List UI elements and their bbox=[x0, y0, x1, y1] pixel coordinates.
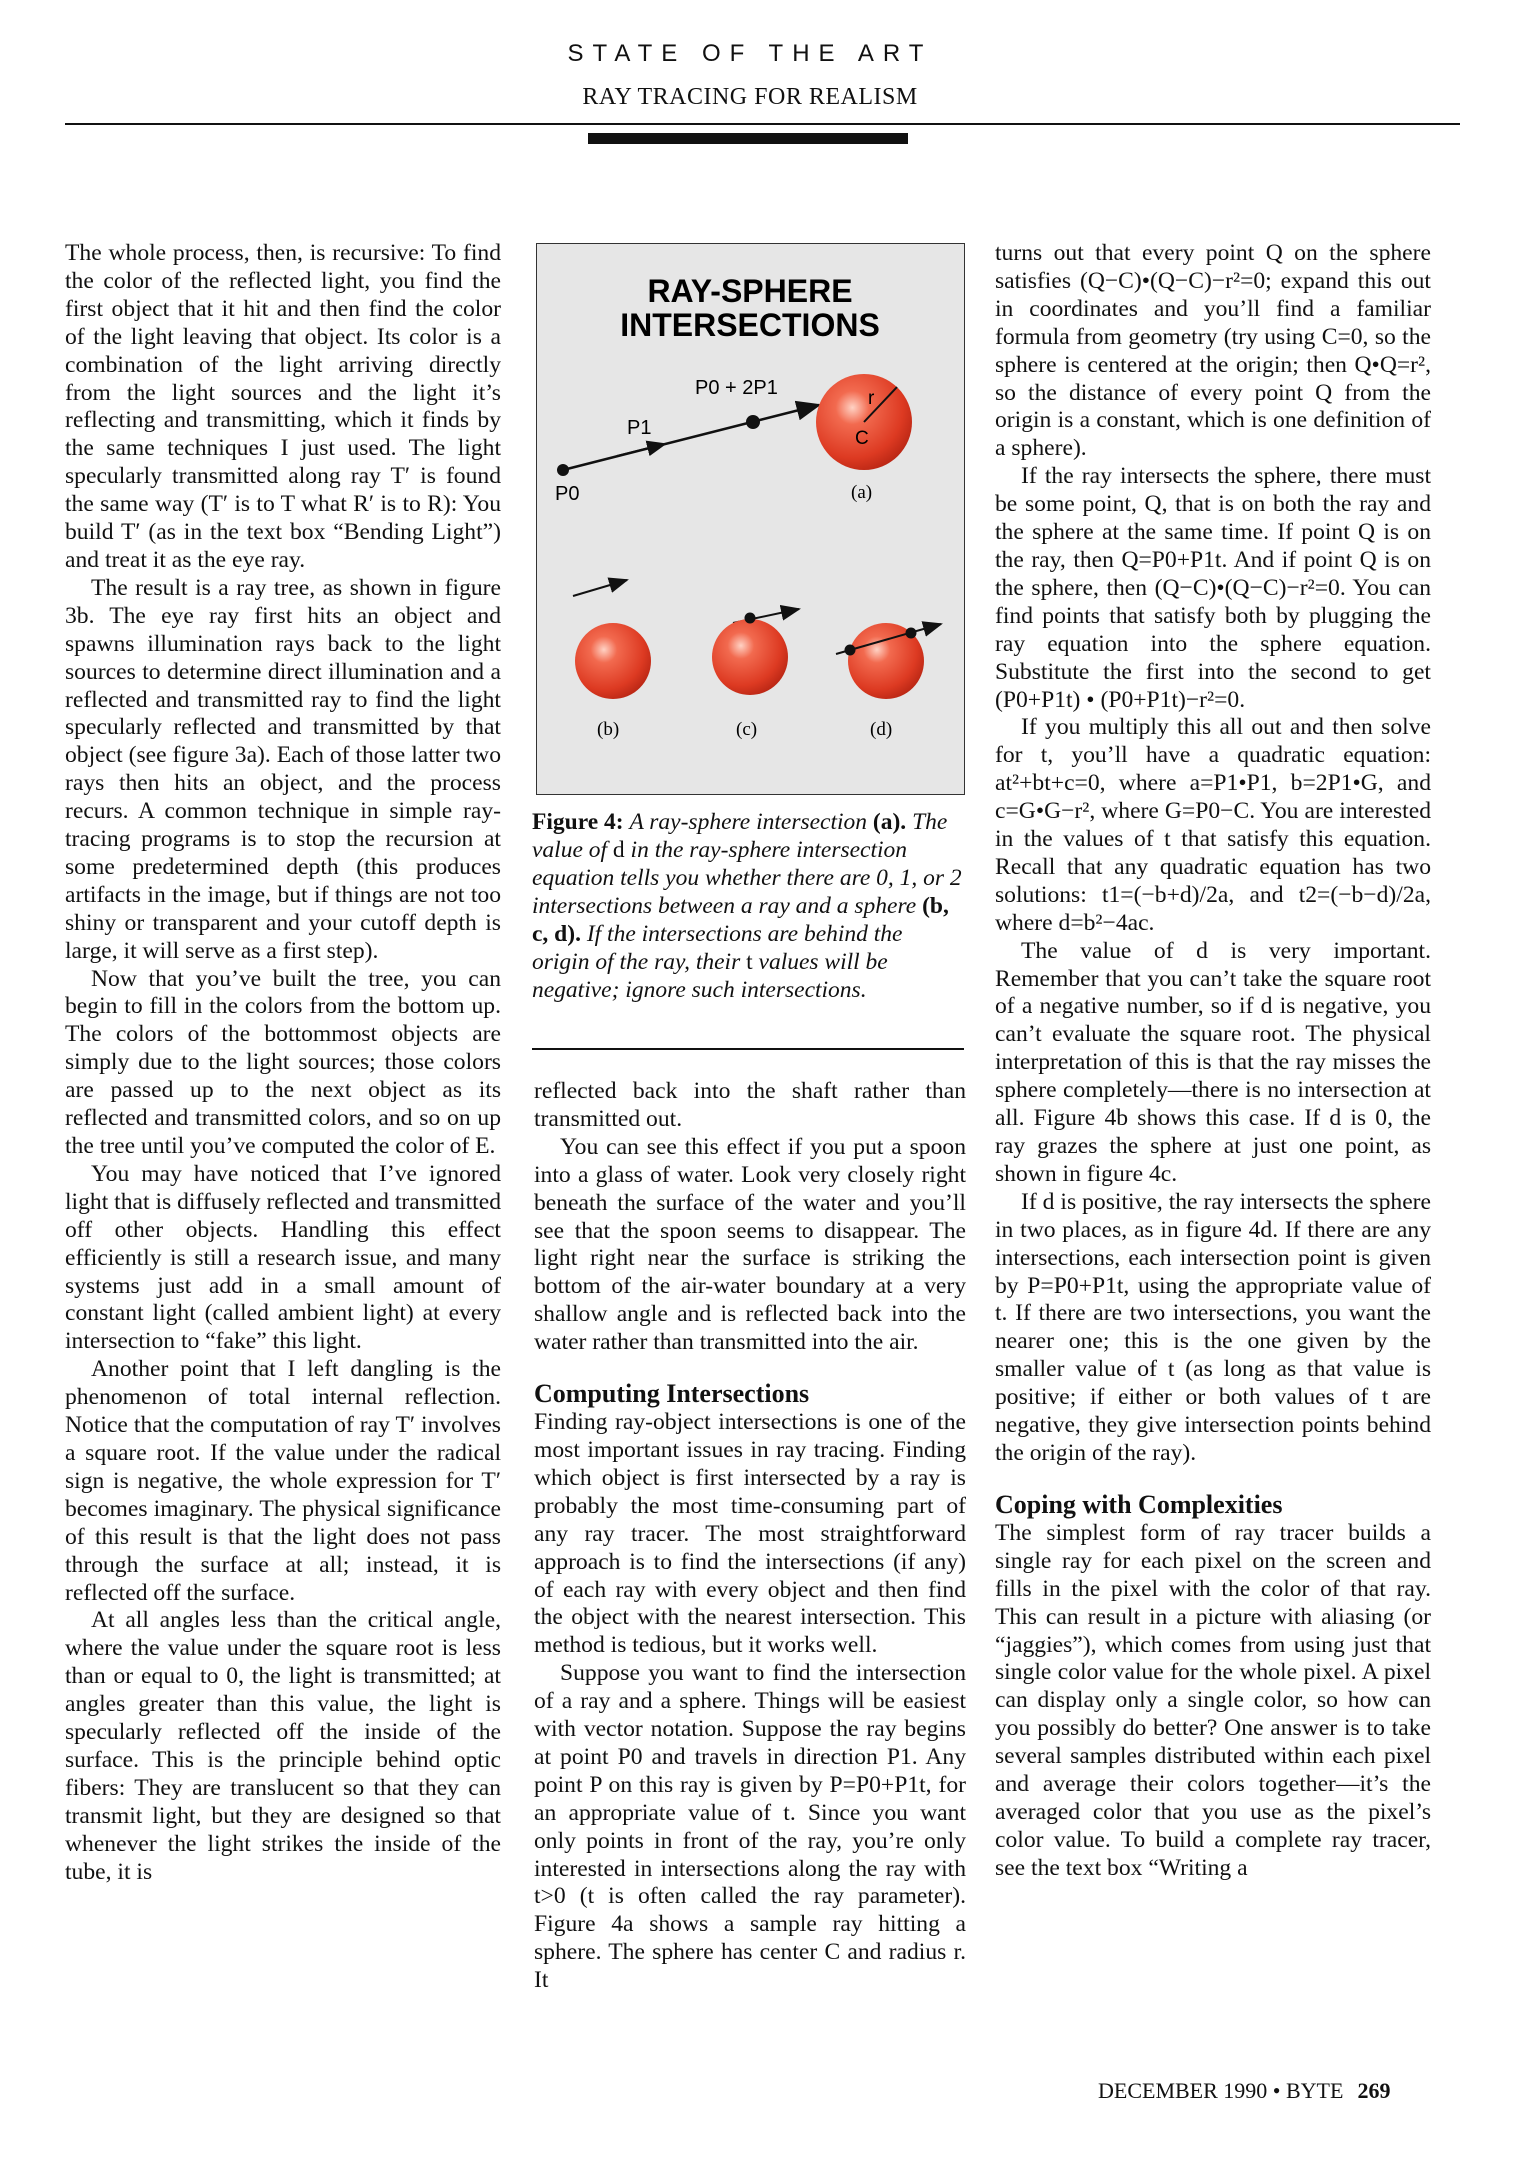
column-3 bbox=[995, 240, 1431, 1883]
label-p1: P1 bbox=[627, 417, 652, 439]
caption-text: values will be negative; ignore such intersections. bbox=[532, 949, 888, 1003]
paragraph: If you multiply this all out and then solve for t, you’ll have a quadratic equation: at²+bt+c=0, where a=P1•P1, b=2P1•G, and c=G•G−r², where G=P0−C. You are interested in the values of t that satisfy this equation. Recall that any quadratic equation has two solutions: t1=(−b+d)/2a, and t2=(−b−d)/2a, where d=b²−4ac. bbox=[995, 714, 1431, 936]
running-header-title: RAY TRACING FOR REALISM bbox=[582, 84, 918, 110]
label-panel-d: (d) bbox=[870, 719, 893, 740]
footer-issue: DECEMBER 1990 • BYTE bbox=[1098, 2078, 1344, 2103]
sphere-c bbox=[712, 619, 788, 695]
caption-bold: (b, c, d). bbox=[532, 893, 949, 947]
caption-bold: (a). bbox=[872, 809, 907, 835]
figure-4-ray-sphere bbox=[536, 243, 965, 795]
label-panel-b: (b) bbox=[597, 719, 620, 740]
caption-rule bbox=[532, 1048, 964, 1050]
label-r: r bbox=[868, 388, 875, 409]
column-2 bbox=[534, 1078, 966, 1995]
paragraph: If d is positive, the ray intersects the sphere in two places, as in figure 4d. If there are any intersections, each intersection point is given by P=P0+P1t, using the appropriate value of t. If there are two intersections, you want the nearer one; this is the one given by the smaller value of t (as long as that value is positive; if either or both values of t are negative, they give intersection points behind the origin of the ray). bbox=[995, 1188, 1431, 1466]
caption-text: The value of bbox=[532, 809, 948, 863]
intersection-2 bbox=[906, 628, 917, 639]
point-p0 bbox=[557, 464, 569, 476]
paragraph: The value of d is very important. Remember that you can’t take the square root of a negative number, so if d is negative, you can’t evaluate the square root. The physical interpretation of this is that the ray misses the sphere completely—there is no intersection at all. Figure 4b shows this case. If d is 0, the ray grazes the sphere at just one point, as shown in figure 4c. bbox=[995, 937, 1431, 1187]
section-heading: Computing Intersections bbox=[534, 1379, 810, 1409]
ray-a bbox=[563, 405, 819, 470]
paragraph: You can see this effect if you put a spoon into a glass of water. Look very closely right beneath the surface of the water and you’ll see that the spoon seems to disappear. The light right near the surface is striking the bottom of the air-water boundary at a very shallow angle and is reflected back into the water rather than transmitted into the air. bbox=[534, 1133, 966, 1356]
label-p0: P0 bbox=[555, 483, 580, 505]
caption-lead: Figure 4: bbox=[532, 809, 624, 835]
page-footer bbox=[1098, 2078, 1390, 2104]
paragraph: Suppose you want to find the intersection of a ray and a sphere. Things will be easiest with vector notation. Suppose the ray begins at point P0 and travels in direction P1. Any point P on this ray is given by P=P0+P1t, for an appropriate value of t. Since you want only points in front of the ray, you’re only interested in intersections along the ray with t>0 (t is often called the ray parameter). Figure 4a shows a sample ray hitting a sphere. The sphere has center C and radius r. It bbox=[534, 1660, 966, 1994]
paragraph: At all angles less than the critical angle, where the value under the square root is less than or equal to 0, the light is transmitted; at angles greater than this value, the light is specularly reflected off the inside of the surface. This is the principle behind optic fibers: They are translucent so that they can transmit light, but they are designed so that whenever the light strikes the inside of the tube, it is bbox=[65, 1607, 501, 1885]
paragraph: The simplest form of ray tracer builds a single ray for each pixel on the screen and fills in the pixel with the color of that ray. This can result in a picture with aliasing (or “jaggies”), which comes from using just that single color value for the whole pixel. A pixel can display only a single color, so how can you possibly do better? One answer is to take several samples distributed within each pixel and average their colors together—it’s the averaged color that you use as the pixel’s color value. To build a complete ray tracer, see the text box “Writing a bbox=[995, 1519, 1431, 1881]
ray-b bbox=[573, 580, 627, 596]
label-p0-2p1: P0 + 2P1 bbox=[695, 377, 778, 399]
sphere-b bbox=[575, 623, 651, 699]
paragraph: Another point that I left dangling is the phenomenon of total internal reflection. Notice that the computation of ray T′ involves a square root. If the value under the radical sign is negative, the whole expression for T′ becomes imaginary. The physical significance of this result is that the light does not pass through the surface at all; instead, it is reflected off the surface. bbox=[65, 1356, 501, 1606]
paragraph: Finding ray-object intersections is one of the most important issues in ray tracing. Finding which object is first intersected by a ray is probably the most time-consuming part of any ray tracer. The most straightforward approach is to find the intersections (if any) of each ray with every object and then find the object with the nearest intersection. This method is tedious, but it works well. bbox=[534, 1409, 966, 1659]
section-heading: Coping with Complexities bbox=[995, 1489, 1283, 1519]
figure-title-line1: RAY-SPHERE bbox=[647, 273, 853, 309]
label-panel-a: (a) bbox=[851, 482, 873, 503]
point-p0-2p1 bbox=[746, 415, 760, 429]
caption-text: If the intersections are behind the origin of the ray, their bbox=[532, 921, 903, 975]
paragraph: If the ray intersects the sphere, there must be some point, Q, that is on both the ray and the sphere at the same time. If point Q is on the ray, then Q=P0+P1t. And if point Q is on the sphere, then (Q−C)•(Q−C)−r²=0. You can find points that satisfy both by plugging the ray equation into the sphere equation. Substitute the first into the second to get (P0+P1t) • (P0+P1t)−r²=0. bbox=[995, 463, 1431, 713]
header-rule bbox=[65, 123, 1460, 125]
label-center: C bbox=[855, 428, 869, 449]
ray-a-p1-arrow bbox=[617, 444, 665, 456]
figure-title-line2: INTERSECTIONS bbox=[620, 307, 880, 343]
figure-diagram bbox=[537, 244, 964, 794]
caption-variable: t bbox=[746, 949, 753, 975]
page-number: 269 bbox=[1357, 2078, 1391, 2103]
paragraph: You may have noticed that I’ve ignored light that is diffusely reflected and transmitted off other objects. Handling this effect efficiently is still a research issue, and many systems just add in a small amount of constant light (called ambient light) at every intersection to “fake” this light. bbox=[65, 1160, 501, 1355]
running-header-section: STATE OF THE ART bbox=[567, 40, 933, 67]
caption-variable: d bbox=[612, 837, 625, 863]
paragraph: reflected back into the shaft rather than transmitted out. bbox=[534, 1078, 966, 1132]
paragraph: Now that you’ve built the tree, you can begin to fill in the colors from the bottom up. The colors of the bottommost objects are simply due to the light sources; those colors are passed up to the next object as its reflected and transmitted colors, and so on up the tree until you’ve computed the color of E. bbox=[65, 965, 501, 1159]
caption-text: A ray-sphere intersection bbox=[629, 809, 868, 835]
caption-text: in the ray-sphere intersection equation tells you whether there are 0, 1, or 2 intersections between a ray and a sphere bbox=[532, 837, 962, 919]
tangent-point bbox=[745, 613, 756, 624]
intersection-1 bbox=[845, 645, 856, 656]
paragraph: The whole process, then, is recursive: To find the color of the reflected light, you find the first object that it hit and then find the color of the light leaving that object. Its color is a combination of the light arriving directly from the light sources and the light it’s reflecting and transmitting, which it finds by the same techniques I just used. The light specularly transmitted along ray T′ is found the same way (T′ is to T what R′ is to R): You build T′ (as in the text box “Bending Light”) and treat it as the eye ray. bbox=[65, 240, 501, 573]
figure-caption bbox=[532, 808, 964, 1004]
paragraph: The result is a ray tree, as shown in figure 3b. The eye ray first hits an object and spawns illumination rays back to the light sources to determine direct illumination and a reflected and transmitted ray to find the light specularly reflected and transmitted by that object (see figure 3a). Each of those latter two rays then hits an object, and the process recurs. A common technique in simple ray-tracing programs is to stop the recursion at some predetermined depth (this produces artifacts in the image, but if things are not too shiny or transparent and your cutoff depth is large, it will serve as a first step). bbox=[65, 574, 501, 964]
label-panel-c: (c) bbox=[736, 719, 758, 740]
paragraph: turns out that every point Q on the sphere satisfies (Q−C)•(Q−C)−r²=0; expand this out in coordinates and you’ll find a familiar formula from geometry (try using C=0, so the sphere is centered at the origin; then Q•Q=r², so the distance of every point Q from the origin is a constant, which is one definition of a sphere). bbox=[995, 240, 1431, 462]
column-1 bbox=[65, 240, 501, 1886]
header-accent-bar bbox=[588, 133, 908, 144]
